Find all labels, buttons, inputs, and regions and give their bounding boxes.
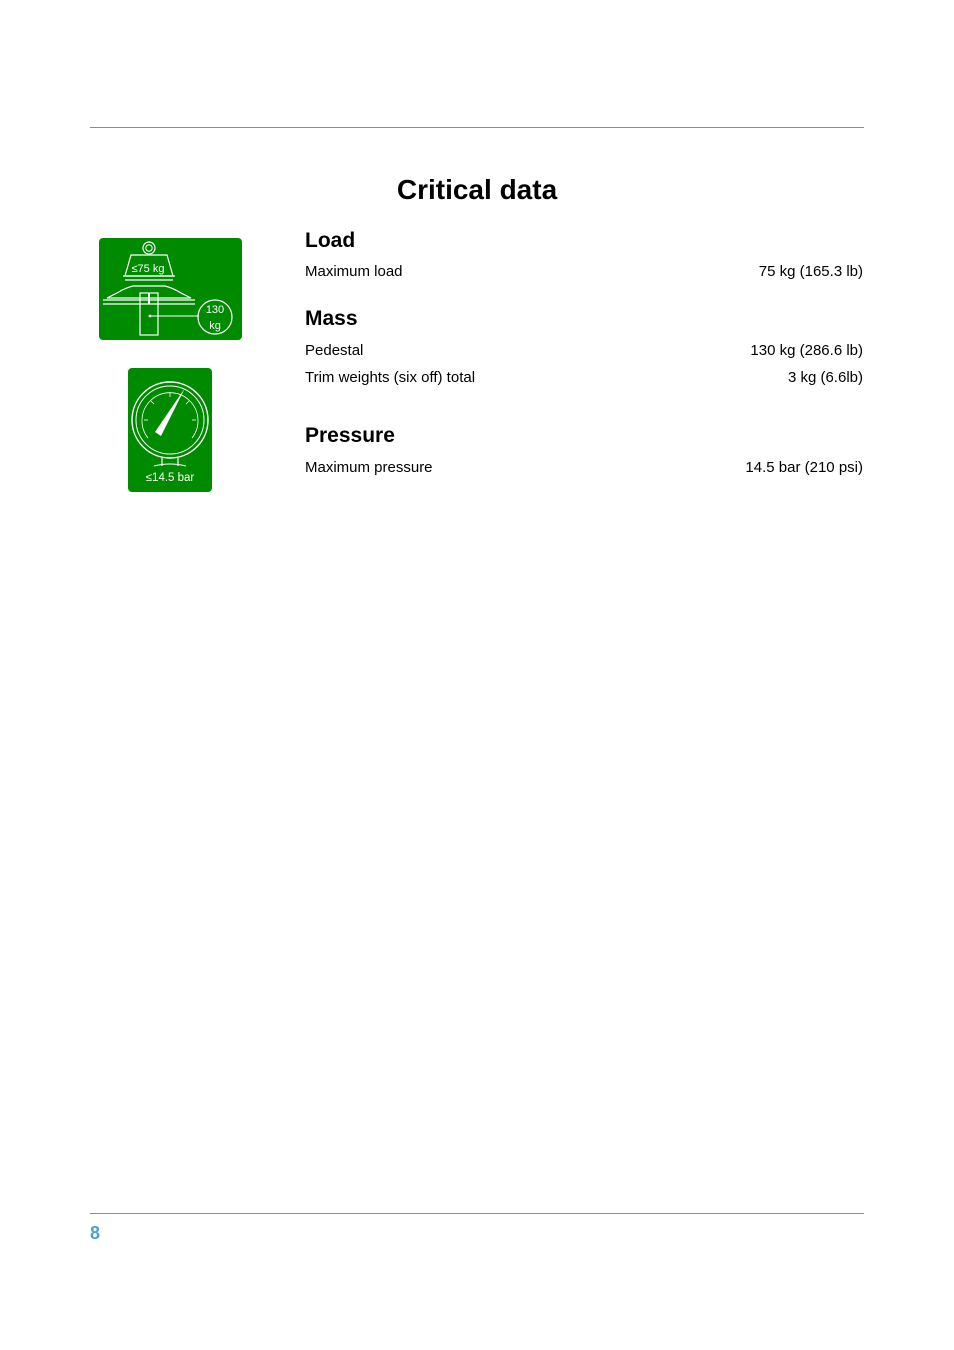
bottom-rule (90, 1213, 864, 1214)
row-value: 75 kg (165.3 lb) (758, 263, 863, 280)
row-label: Maximum load (305, 263, 403, 280)
data-row-trim-weights (305, 368, 863, 388)
row-label: Pedestal (305, 342, 364, 359)
pressure-gauge-label: ≤14.5 bar (145, 472, 195, 484)
row-value: 130 kg (286.6 lb) (750, 342, 863, 359)
section-heading-load: Load (305, 229, 356, 252)
data-row-maximum-load (305, 262, 863, 282)
page-number: 8 (90, 1223, 101, 1243)
load-mass-label-line2: kg (209, 320, 221, 332)
load-weight-label: ≤75 kg (131, 263, 165, 275)
load-mass-label-line1: 130 (205, 304, 225, 316)
data-row-maximum-pressure (305, 458, 863, 478)
pressure-gauge-icon (128, 368, 212, 492)
page-title: Critical data (396, 174, 558, 205)
data-row-pedestal (305, 341, 863, 361)
section-heading-pressure: Pressure (305, 424, 395, 447)
top-rule (90, 127, 864, 128)
row-value: 3 kg (6.6lb) (787, 369, 863, 386)
row-label: Maximum pressure (305, 459, 433, 476)
section-heading-mass: Mass (305, 307, 358, 330)
load-weight-pedestal-icon (99, 238, 242, 340)
row-value: 14.5 bar (210 psi) (745, 459, 863, 476)
row-label: Trim weights (six off) total (305, 369, 476, 386)
